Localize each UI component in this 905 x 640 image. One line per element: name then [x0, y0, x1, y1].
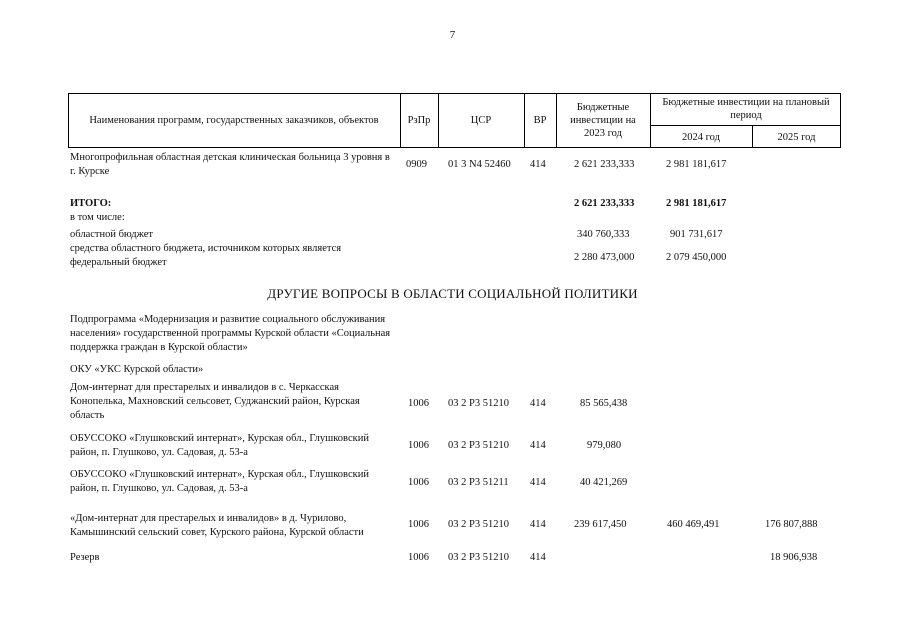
- including-label: в том числе:: [70, 212, 125, 223]
- row-hospital-vr: 414: [530, 159, 546, 170]
- table-row-2-2023: 979,080: [587, 440, 622, 451]
- table-row-4-csr: 03 2 P3 51210: [448, 519, 509, 530]
- regional-budget-2023: 340 760,333: [577, 229, 630, 240]
- table-row-1-vr: 414: [530, 398, 546, 409]
- total-2024: 2 981 181,617: [666, 198, 727, 209]
- header-name: Наименования программ, государственных заказчиков, объектов: [89, 115, 379, 126]
- total-2023: 2 621 233,333: [574, 198, 635, 209]
- header-rzpr: РзПр: [407, 115, 431, 126]
- table-header: [68, 93, 841, 148]
- row-hospital-rzpr: 0909: [406, 159, 427, 170]
- table-row-4-2024: 460 469,491: [667, 519, 720, 530]
- table-row-3-2023: 40 421,269: [580, 477, 628, 488]
- table-row-4-2025: 176 807,888: [765, 519, 818, 530]
- table-row-4-vr: 414: [530, 519, 546, 530]
- header-planned-period: Бюджетные инвестиции на плановый период: [662, 97, 830, 121]
- table-row-2-vr: 414: [530, 440, 546, 451]
- header-csr: ЦСР: [470, 115, 492, 126]
- row-hospital-2023: 2 621 233,333: [574, 159, 635, 170]
- header-vr: ВР: [533, 115, 547, 126]
- table-row-2-name: ОБУССОКО «Глушковский интернат», Курская обл., Глушковский район, п. Глушково, ул. Садовая, д. 53-а: [70, 433, 369, 458]
- header-2025: 2025 год: [777, 131, 816, 143]
- table-row-5-vr: 414: [530, 552, 546, 563]
- row-hospital-name: Многопрофильная областная детская клиническая больница 3 уровня в г. Курске: [70, 152, 390, 177]
- table-row-3-name: ОБУССОКО «Глушковский интернат», Курская обл., Глушковский район, п. Глушково, ул. Садовая, д. 53-а: [70, 469, 369, 494]
- row-hospital-csr: 01 3 N4 52460: [448, 159, 511, 170]
- table-row-1-name: Дом-интернат для престарелых и инвалидов в с. Черкасская Конопелька, Махновский сельсовет, Суджанский район, Курская область: [70, 382, 360, 421]
- table-row-5-rzpr: 1006: [408, 552, 429, 563]
- header-2024: 2024 год: [682, 131, 720, 143]
- table-row-1-rzpr: 1006: [408, 398, 429, 409]
- table-row-5-name: Резерв: [70, 552, 100, 563]
- regional-budget-label: областной бюджет: [70, 229, 153, 240]
- total-label: ИТОГО:: [70, 198, 112, 209]
- table-row-3-rzpr: 1006: [408, 477, 429, 488]
- table-row-2-rzpr: 1006: [408, 440, 429, 451]
- table-row-5-csr: 03 2 P3 51210: [448, 552, 509, 563]
- subprogram-text: Подпрограмма «Модернизация и развитие социального обслуживания населения» государственной программы Курской области «Социальная поддержка граждан в Курской области»: [70, 314, 391, 353]
- table-row-4-rzpr: 1006: [408, 519, 429, 530]
- table-row-1-csr: 03 2 P3 51210: [448, 398, 509, 409]
- table-row-5-2025: 18 906,938: [770, 552, 818, 563]
- header-budget-2023: Бюджетные инвестиции на 2023 год: [570, 102, 636, 139]
- page-number: 7: [449, 29, 456, 41]
- table-row-4-2023: 239 617,450: [574, 519, 627, 530]
- table-row-3-vr: 414: [530, 477, 546, 488]
- section-title: ДРУГИЕ ВОПРОСЫ В ОБЛАСТИ СОЦИАЛЬНОЙ ПОЛИТИКИ: [267, 286, 638, 301]
- table-row-3-csr: 03 2 P3 51211: [448, 477, 509, 488]
- federal-budget-2024: 2 079 450,000: [666, 252, 727, 263]
- federal-budget-label: средства областного бюджета, источником которых является федеральный бюджет: [70, 243, 342, 268]
- row-hospital-2024: 2 981 181,617: [666, 159, 727, 170]
- federal-budget-2023: 2 280 473,000: [574, 252, 635, 263]
- customer-name: ОКУ «УКС Курской области»: [70, 364, 204, 375]
- regional-budget-2024: 901 731,617: [670, 229, 723, 240]
- table-row-2-csr: 03 2 P3 51210: [448, 440, 509, 451]
- table-row-4-name: «Дом-интернат для престарелых и инвалидов» в д. Чурилово, Камышинский сельский совет, Курского района, Курской области: [70, 513, 364, 538]
- table-row-1-2023: 85 565,438: [580, 398, 628, 409]
